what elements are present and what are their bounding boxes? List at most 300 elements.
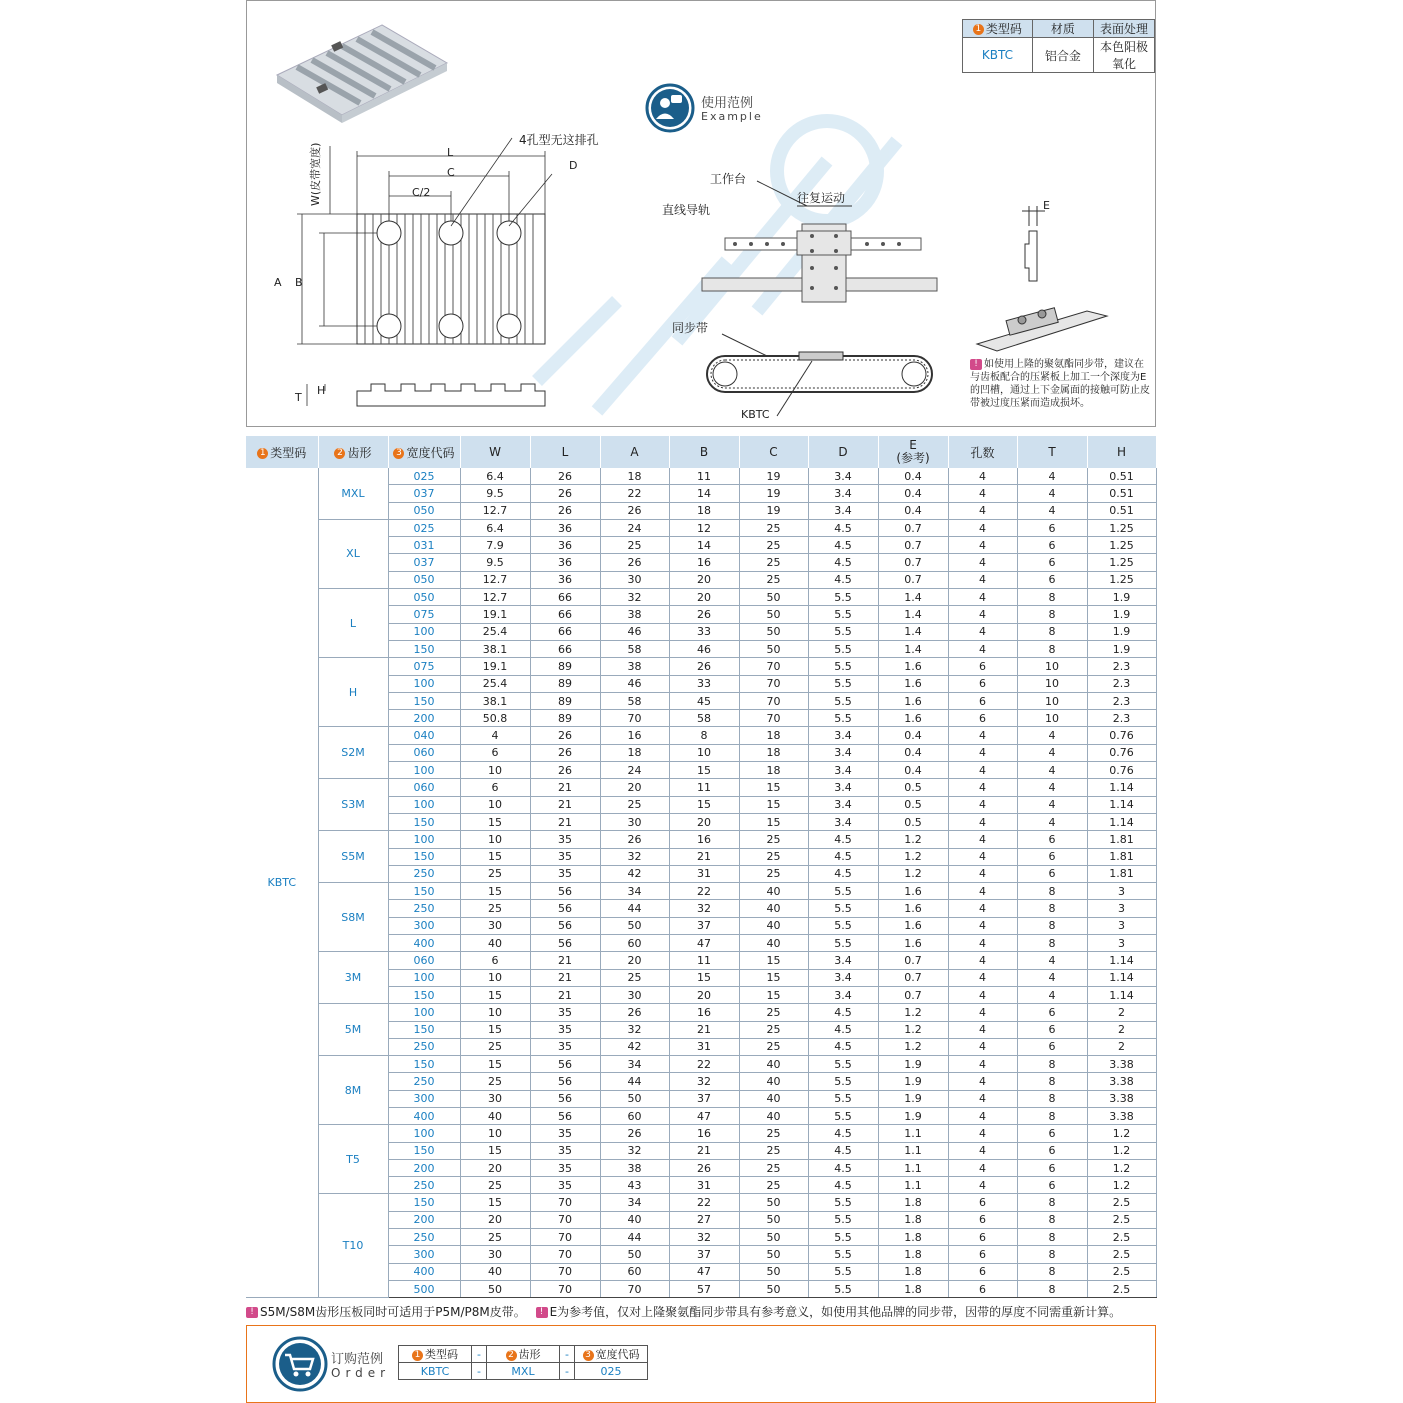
value-cell: 1.9 [1087,640,1156,657]
value-cell: 1.8 [878,1246,948,1263]
example-title: 使用范例 [701,96,754,111]
value-cell: 15 [739,952,808,969]
value-cell: 12.7 [460,502,530,519]
width-code-cell: 150 [388,848,460,865]
side-note: ! 如使用上隆的聚氨酯同步带，建议在与齿板配合的压紧板上加工一个深度为E的凹槽，通过上下金属面的接触可防止皮带被过度压紧而造成损坏。 [970,358,1150,409]
badge-1: 1 [973,24,984,35]
value-cell: 58 [669,710,739,727]
value-cell: 44 [600,1229,669,1246]
value-cell: 2.5 [1087,1280,1156,1297]
value-cell: 3.4 [808,813,878,830]
width-code-cell: 060 [388,744,460,761]
value-cell: 4 [948,468,1017,485]
value-cell: 4 [1017,502,1087,519]
cart-icon [272,1336,328,1392]
value-cell: 1.9 [878,1090,948,1107]
value-cell: 15 [460,883,530,900]
value-cell: 8 [1017,917,1087,934]
value-cell: 6 [1017,865,1087,882]
value-cell: 70 [530,1280,600,1297]
value-cell: 70 [739,675,808,692]
value-cell: 6.4 [460,468,530,485]
value-cell: 89 [530,675,600,692]
value-cell: 11 [669,952,739,969]
spec-header-material: 材质 [1032,20,1093,38]
value-cell: 89 [530,710,600,727]
value-cell: 2 [1087,1004,1156,1021]
value-cell: 26 [600,831,669,848]
value-cell: 4.5 [808,554,878,571]
note-icon: ! [970,359,982,370]
value-cell: 70 [739,710,808,727]
value-cell: 6 [460,952,530,969]
dim-B-label: B [295,276,303,289]
col-width-code: 3 宽度代码 [388,436,460,468]
value-cell: 4.5 [808,1038,878,1055]
rail-label: 直线导轨 [662,203,711,217]
value-cell: 5.5 [808,675,878,692]
value-cell: 4 [948,831,1017,848]
value-cell: 1.9 [878,1056,948,1073]
value-cell: 8 [1017,1229,1087,1246]
value-cell: 6 [1017,1125,1087,1142]
table-row [246,658,1156,675]
value-cell: 4 [948,969,1017,986]
tooth-profile-cell: 3M [318,952,388,1004]
value-cell: 15 [739,796,808,813]
width-code-cell: 150 [388,692,460,709]
value-cell: 56 [530,900,600,917]
note-1: S5M/S8M齿形压板同时可适用于P5M/P8M皮带。 [260,1305,526,1319]
tooth-profile-cell: XL [318,519,388,588]
value-cell: 40 [739,1090,808,1107]
value-cell: 46 [600,623,669,640]
value-cell: 50 [739,606,808,623]
example-subtitle: Example [701,110,763,123]
value-cell: 9.5 [460,485,530,502]
value-cell: 1.14 [1087,969,1156,986]
value-cell: 30 [600,986,669,1003]
value-cell: 5.5 [808,640,878,657]
value-cell: 4 [1017,468,1087,485]
col-B: B [669,436,739,468]
value-cell: 15 [460,1021,530,1038]
order-header-type: 1 类型码 [399,1346,472,1363]
note-icon: ! [536,1307,548,1318]
value-cell: 1.4 [878,640,948,657]
value-cell: 4 [948,485,1017,502]
value-cell: 4 [948,813,1017,830]
value-cell: 3 [1087,935,1156,952]
order-sep: - [472,1363,487,1380]
value-cell: 1.2 [878,831,948,848]
dim-C2-label: C/2 [412,186,431,199]
value-cell: 11 [669,468,739,485]
value-cell: 6 [948,1211,1017,1228]
table-row [246,1194,1156,1211]
tooth-profile-cell: T5 [318,1125,388,1194]
spec-material-value: 铝合金 [1032,38,1093,73]
value-cell: 4.5 [808,571,878,588]
value-cell: 8 [1017,640,1087,657]
value-cell: 2.5 [1087,1211,1156,1228]
value-cell: 2 [1087,1038,1156,1055]
order-sep: - [472,1346,487,1363]
table-row [246,831,1156,848]
order-sep: - [560,1363,575,1380]
value-cell: 1.9 [878,1073,948,1090]
belt-label: 同步带 [672,321,709,335]
value-cell: 32 [669,900,739,917]
value-cell: 50 [600,917,669,934]
width-code-cell: 300 [388,1246,460,1263]
value-cell: 1.14 [1087,779,1156,796]
value-cell: 36 [530,554,600,571]
value-cell: 26 [530,468,600,485]
value-cell: 50 [739,1246,808,1263]
value-cell: 6 [948,1280,1017,1297]
value-cell: 50.8 [460,710,530,727]
value-cell: 70 [739,692,808,709]
value-cell: 22 [600,485,669,502]
value-cell: 1.4 [878,606,948,623]
value-cell: 70 [739,658,808,675]
width-code-cell: 100 [388,831,460,848]
value-cell: 8 [1017,1263,1087,1280]
value-cell: 4 [948,744,1017,761]
value-cell: 4.5 [808,831,878,848]
value-cell: 89 [530,692,600,709]
value-cell: 4 [948,986,1017,1003]
value-cell: 1.25 [1087,519,1156,536]
value-cell: 50 [739,1263,808,1280]
value-cell: 8 [1017,589,1087,606]
width-code-cell: 050 [388,589,460,606]
width-code-cell: 250 [388,1038,460,1055]
value-cell: 5.5 [808,692,878,709]
col-W: W [460,436,530,468]
value-cell: 50 [739,589,808,606]
value-cell: 34 [600,1056,669,1073]
value-cell: 1.1 [878,1159,948,1176]
value-cell: 1.8 [878,1194,948,1211]
value-cell: 40 [739,900,808,917]
value-cell: 1.6 [878,883,948,900]
value-cell: 25 [600,796,669,813]
value-cell: 25 [739,865,808,882]
value-cell: 25 [739,848,808,865]
width-code-cell: 150 [388,1021,460,1038]
tooth-profile-cell: S2M [318,727,388,779]
value-cell: 32 [600,848,669,865]
value-cell: 6 [460,744,530,761]
dimension-table [246,436,1157,1298]
value-cell: 6 [948,692,1017,709]
value-cell: 25 [739,1159,808,1176]
value-cell: 6 [1017,1142,1087,1159]
value-cell: 25.4 [460,623,530,640]
value-cell: 50 [739,1280,808,1297]
value-cell: 40 [739,883,808,900]
value-cell: 25 [739,571,808,588]
width-code-cell: 100 [388,762,460,779]
table-row [246,519,1156,536]
width-code-cell: 250 [388,1073,460,1090]
value-cell: 4 [1017,485,1087,502]
order-sep: - [560,1346,575,1363]
value-cell: 10 [1017,692,1087,709]
value-cell: 8 [1017,1107,1087,1124]
width-code-cell: 025 [388,468,460,485]
value-cell: 35 [530,831,600,848]
col-A: A [600,436,669,468]
value-cell: 21 [530,779,600,796]
value-cell: 6.4 [460,519,530,536]
value-cell: 26 [530,744,600,761]
value-cell: 8 [669,727,739,744]
value-cell: 47 [669,935,739,952]
value-cell: 21 [530,813,600,830]
dim-T-label: T [295,391,302,404]
value-cell: 10 [460,1125,530,1142]
value-cell: 50 [739,640,808,657]
value-cell: 10 [1017,675,1087,692]
application-drawing [697,176,947,426]
value-cell: 5.5 [808,1229,878,1246]
value-cell: 6 [948,658,1017,675]
value-cell: 24 [600,519,669,536]
value-cell: 21 [530,796,600,813]
value-cell: 32 [669,1073,739,1090]
value-cell: 21 [530,952,600,969]
width-code-cell: 060 [388,952,460,969]
value-cell: 1.6 [878,692,948,709]
value-cell: 26 [530,502,600,519]
value-cell: 16 [669,1004,739,1021]
value-cell: 4 [948,952,1017,969]
value-cell: 19 [739,468,808,485]
value-cell: 15 [739,969,808,986]
value-cell: 4 [948,1073,1017,1090]
value-cell: 4.5 [808,865,878,882]
value-cell: 5.5 [808,658,878,675]
value-cell: 40 [739,1107,808,1124]
value-cell: 15 [460,986,530,1003]
width-code-cell: 200 [388,1159,460,1176]
value-cell: 6 [1017,848,1087,865]
value-cell: 6 [1017,831,1087,848]
value-cell: 26 [600,554,669,571]
value-cell: 32 [600,1021,669,1038]
value-cell: 40 [739,1056,808,1073]
value-cell: 26 [600,502,669,519]
value-cell: 19.1 [460,606,530,623]
value-cell: 6 [948,710,1017,727]
value-cell: 37 [669,1090,739,1107]
value-cell: 4 [948,762,1017,779]
value-cell: 3.4 [808,969,878,986]
width-code-cell: 150 [388,986,460,1003]
value-cell: 2.5 [1087,1194,1156,1211]
width-code-cell: 300 [388,917,460,934]
value-cell: 32 [600,1142,669,1159]
value-cell: 35 [530,848,600,865]
value-cell: 3.38 [1087,1090,1156,1107]
value-cell: 15 [739,813,808,830]
kbtc-label: KBTC [741,408,770,421]
value-cell: 36 [530,519,600,536]
value-cell: 0.7 [878,571,948,588]
value-cell: 35 [530,1142,600,1159]
value-cell: 1.4 [878,623,948,640]
value-cell: 31 [669,865,739,882]
value-cell: 18 [739,744,808,761]
value-cell: 50 [460,1280,530,1297]
value-cell: 35 [530,1021,600,1038]
spec-header-type: 1 类型码 [963,20,1033,38]
value-cell: 3.4 [808,796,878,813]
value-cell: 5.5 [808,710,878,727]
value-cell: 1.6 [878,917,948,934]
value-cell: 4 [948,727,1017,744]
value-cell: 25 [739,519,808,536]
value-cell: 25 [739,1004,808,1021]
value-cell: 0.5 [878,813,948,830]
spec-surface-value: 本色阳极氧化 [1093,38,1154,73]
value-cell: 57 [669,1280,739,1297]
value-cell: 8 [1017,1090,1087,1107]
dim-C-label: C [447,166,455,179]
value-cell: 22 [669,1056,739,1073]
order-example-panel [246,1325,1156,1403]
value-cell: 1.8 [878,1229,948,1246]
value-cell: 3.4 [808,986,878,1003]
width-code-cell: 100 [388,623,460,640]
order-type-value: KBTC [399,1363,472,1380]
value-cell: 50 [600,1090,669,1107]
width-code-cell: 037 [388,554,460,571]
value-cell: 3 [1087,900,1156,917]
value-cell: 1.2 [878,1021,948,1038]
value-cell: 25 [739,537,808,554]
value-cell: 56 [530,1056,600,1073]
value-cell: 1.81 [1087,831,1156,848]
value-cell: 0.4 [878,485,948,502]
value-cell: 3.4 [808,485,878,502]
value-cell: 26 [669,606,739,623]
value-cell: 20 [669,571,739,588]
value-cell: 4 [948,537,1017,554]
width-code-cell: 075 [388,658,460,675]
col-H: H [1087,436,1156,468]
value-cell: 40 [600,1211,669,1228]
table-row [246,1004,1156,1021]
table-header-row [246,436,1156,468]
value-cell: 4.5 [808,848,878,865]
badge-3: 3 [393,448,404,459]
value-cell: 66 [530,640,600,657]
order-header-tooth: 2 齿形 [487,1346,560,1363]
value-cell: 40 [460,1263,530,1280]
value-cell: 45 [669,692,739,709]
table-row [246,883,1156,900]
value-cell: 16 [669,554,739,571]
value-cell: 5.5 [808,1090,878,1107]
value-cell: 4 [1017,986,1087,1003]
value-cell: 25 [460,865,530,882]
value-cell: 4 [948,623,1017,640]
value-cell: 15 [460,813,530,830]
product-drawing-panel [246,0,1156,427]
value-cell: 58 [600,692,669,709]
width-code-cell: 400 [388,935,460,952]
value-cell: 43 [600,1177,669,1194]
value-cell: 37 [669,917,739,934]
value-cell: 10 [460,969,530,986]
value-cell: 20 [669,813,739,830]
value-cell: 10 [460,762,530,779]
width-code-cell: 040 [388,727,460,744]
value-cell: 4 [948,900,1017,917]
order-width-value: 025 [575,1363,648,1380]
value-cell: 56 [530,1073,600,1090]
width-code-cell: 400 [388,1263,460,1280]
value-cell: 26 [530,762,600,779]
value-cell: 3 [1087,883,1156,900]
value-cell: 70 [530,1211,600,1228]
value-cell: 25 [460,900,530,917]
value-cell: 1.8 [878,1280,948,1297]
value-cell: 38 [600,606,669,623]
value-cell: 2.3 [1087,692,1156,709]
value-cell: 30 [600,571,669,588]
value-cell: 35 [530,1125,600,1142]
value-cell: 10 [1017,710,1087,727]
value-cell: 6 [1017,537,1087,554]
value-cell: 47 [669,1263,739,1280]
value-cell: 0.51 [1087,468,1156,485]
value-cell: 0.5 [878,796,948,813]
value-cell: 40 [460,935,530,952]
value-cell: 70 [600,1280,669,1297]
value-cell: 5.5 [808,1280,878,1297]
value-cell: 0.7 [878,986,948,1003]
table-row [246,779,1156,796]
value-cell: 0.4 [878,468,948,485]
value-cell: 4 [1017,813,1087,830]
product-photo [272,15,452,125]
value-cell: 16 [600,727,669,744]
table-row [246,952,1156,969]
width-code-cell: 150 [388,813,460,830]
value-cell: 1.2 [878,865,948,882]
value-cell: 70 [530,1246,600,1263]
value-cell: 66 [530,606,600,623]
width-code-cell: 100 [388,796,460,813]
value-cell: 0.7 [878,969,948,986]
value-cell: 1.2 [1087,1125,1156,1142]
value-cell: 38 [600,1159,669,1176]
value-cell: 27 [669,1211,739,1228]
width-code-cell: 250 [388,900,460,917]
value-cell: 3 [1087,917,1156,934]
value-cell: 0.7 [878,952,948,969]
value-cell: 56 [530,1107,600,1124]
width-code-cell: 050 [388,571,460,588]
value-cell: 8 [1017,1280,1087,1297]
value-cell: 50 [739,1194,808,1211]
value-cell: 5.5 [808,1194,878,1211]
